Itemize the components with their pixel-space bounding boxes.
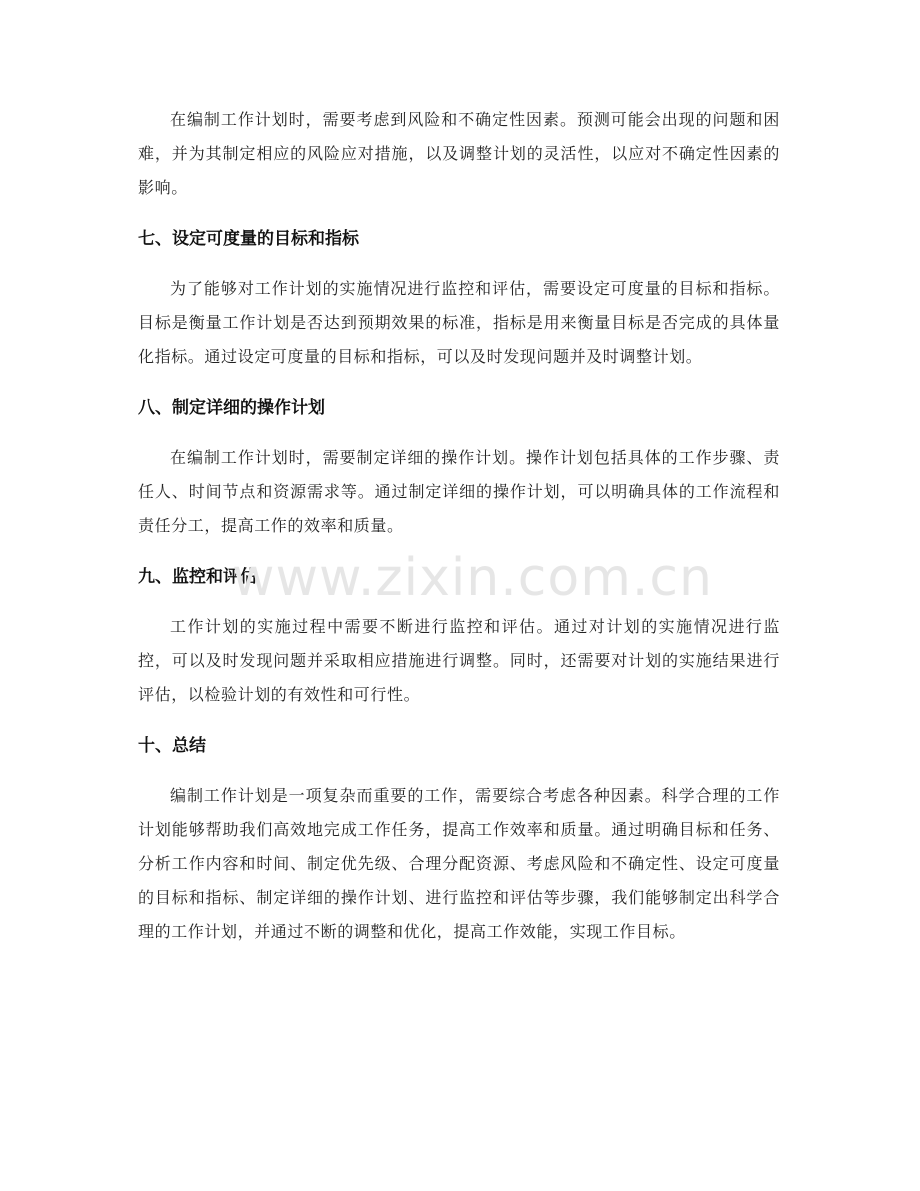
paragraph-section-10: 编制工作计划是一项复杂而重要的工作，需要综合考虑各种因素。科学合理的工作计划能够帮助我们高效地完成工作任务，提高工作效率和质量。通过明确目标和任务、分析工作内容和时间、制定优先级、合理分配资源、考虑风险和不确定性、设定可度量的目标和指标、制定详细的操作计划、进行监控和评估等步骤，我们能够制定出科学合理的工作计划，并通过不断的调整和优化，提高工作效能，实现工作目标。 [138,786,780,941]
document-body [138,103,780,949]
section-heading-10: 十、总结 [138,736,206,756]
section-heading-7: 七、设定可度量的目标和指标 [138,229,359,249]
watermark-text: www.zixin.com.cn [232,548,713,608]
paragraph-section-8: 在编制工作计划时，需要制定详细的操作计划。操作计划包括具体的工作步骤、责任人、时间节点和资源需求等。通过制定详细的操作计划，可以明确具体的工作流程和责任分工，提高工作的效率和质量。 [138,448,780,535]
section-heading-9: 九、监控和评估 [138,567,257,587]
paragraph-section-9: 工作计划的实施过程中需要不断进行监控和评估。通过对计划的实施情况进行监控，可以及时发现问题并采取相应措施进行调整。同时，还需要对计划的实施结果进行评估，以检验计划的有效性和可行性。 [138,617,780,704]
paragraph-section-7: 为了能够对工作计划的实施情况进行监控和评估，需要设定可度量的目标和指标。目标是衡量工作计划是否达到预期效果的标准，指标是用来衡量目标是否完成的具体量化指标。通过设定可度量的目标和指标，可以及时发现问题并及时调整计划。 [138,279,780,366]
paragraph-risk: 在编制工作计划时，需要考虑到风险和不确定性因素。预测可能会出现的问题和困难，并为其制定相应的风险应对措施，以及调整计划的灵活性，以应对不确定性因素的影响。 [138,110,780,197]
section-heading-8: 八、制定详细的操作计划 [138,398,325,418]
